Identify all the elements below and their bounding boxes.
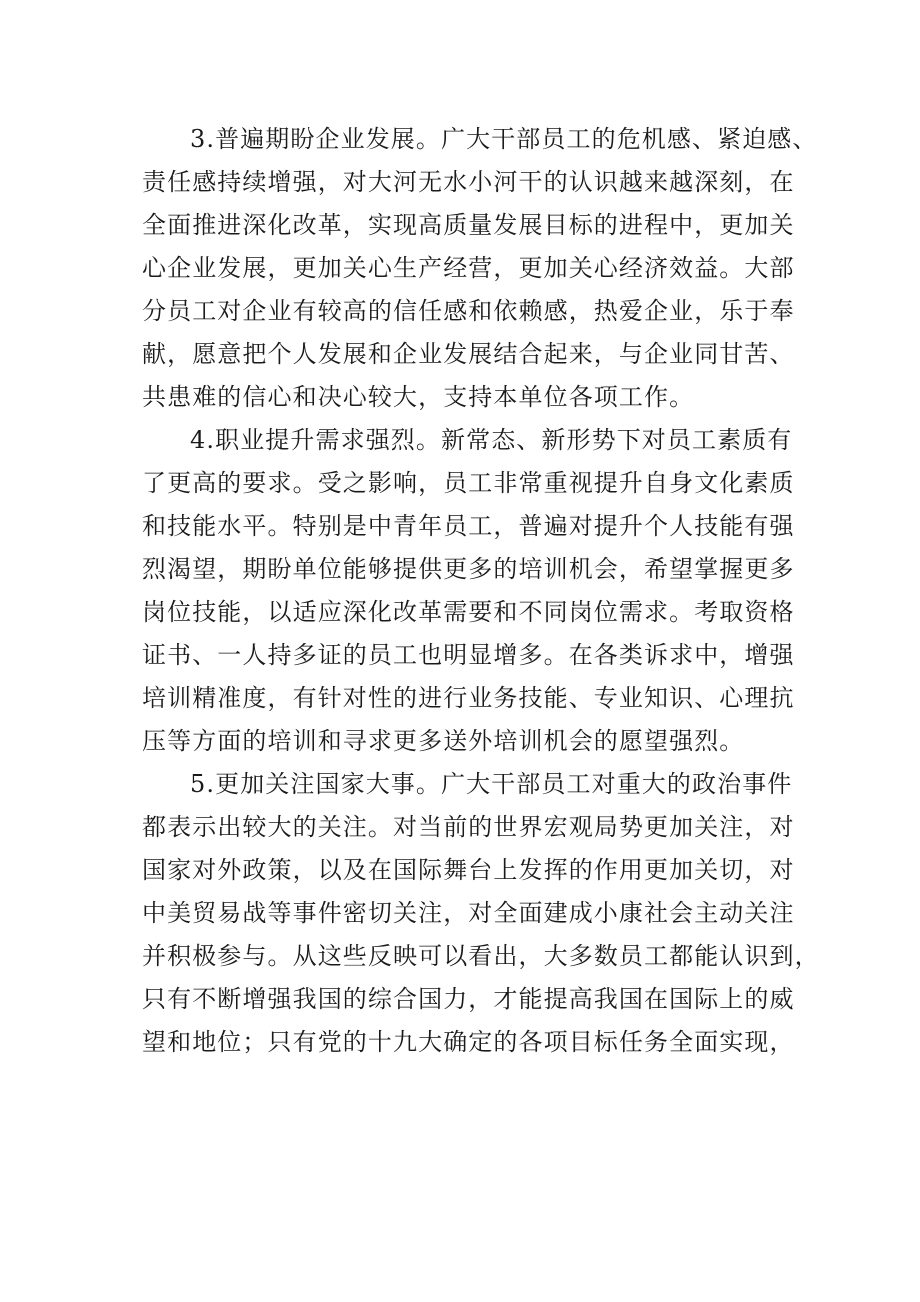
paragraph-line: 全面推进深化改革，实现高质量发展目标的进程中，更加关 — [142, 211, 795, 239]
paragraph-line: 分员工对企业有较高的信任感和依赖感，热爱企业，乐于奉 — [142, 297, 795, 325]
paragraph-line: 心企业发展，更加关心生产经营，更加关心经济效益。大部 — [142, 254, 795, 282]
paragraph-line: 并积极参与。从这些反映可以看出，大多数员工都能认识到， — [142, 942, 820, 970]
paragraph-line: 只有不断增强我国的综合国力，才能提高我国在国际上的威 — [142, 985, 795, 1013]
paragraph-line: 了更高的要求。受之影响，员工非常重视提升自身文化素质 — [142, 469, 795, 497]
paragraph-line: 献，愿意把个人发展和企业发展结合起来，与企业同甘苦、 — [142, 340, 795, 368]
paragraph-line: 压等方面的培训和寻求更多送外培训机会的愿望强烈。 — [142, 727, 745, 755]
paragraph-3 — [142, 118, 818, 419]
paragraph-line: 都表示出较大的关注。对当前的世界宏观局势更加关注，对 — [142, 813, 795, 841]
paragraph-line: 岗位技能，以适应深化改革需要和不同岗位需求。考取资格 — [142, 598, 795, 626]
paragraph-line: 望和地位；只有党的十九大确定的各项目标任务全面实现， — [142, 1028, 795, 1056]
body-text — [142, 118, 820, 1064]
paragraph-line: 4.职业提升需求强烈。新常态、新形势下对员工素质有 — [190, 426, 793, 454]
paragraph-line: 证书、一人持多证的员工也明显增多。在各类诉求中，增强 — [142, 641, 795, 669]
paragraph-line: 3.普遍期盼企业发展。广大干部员工的危机感、紧迫感、 — [190, 125, 818, 153]
paragraph-line: 和技能水平。特别是中青年员工，普遍对提升个人技能有强 — [142, 512, 795, 540]
paragraph-line: 培训精准度，有针对性的进行业务技能、专业知识、心理抗 — [142, 684, 795, 712]
paragraph-4 — [142, 419, 802, 763]
paragraph-line: 国家对外政策，以及在国际舞台上发挥的作用更加关切，对 — [142, 856, 795, 884]
paragraph-5 — [142, 763, 820, 1064]
paragraph-line: 5.更加关注国家大事。广大干部员工对重大的政治事件 — [190, 770, 793, 798]
paragraph-line: 烈渴望，期盼单位能够提供更多的培训机会，希望掌握更多 — [142, 555, 795, 583]
paragraph-line: 共患难的信心和决心较大，支持本单位各项工作。 — [142, 383, 695, 411]
paragraph-line: 责任感持续增强，对大河无水小河干的认识越来越深刻，在 — [142, 168, 795, 196]
paragraph-line: 中美贸易战等事件密切关注，对全面建成小康社会主动关注 — [142, 899, 795, 927]
